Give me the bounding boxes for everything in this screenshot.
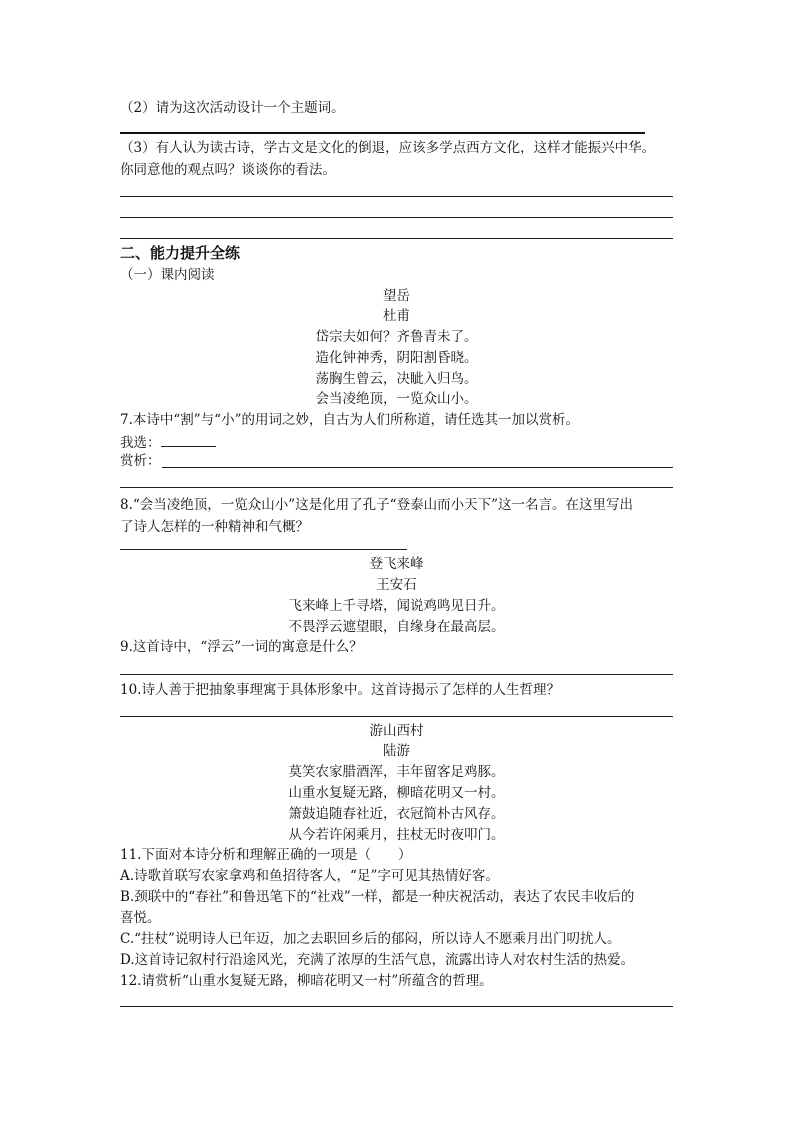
choose-label: 我选： (120, 435, 161, 451)
choose-row (120, 432, 216, 452)
poem-title: 登飞来峰 (369, 556, 424, 572)
question-9: 9.这首诗中，“浮云”一词的寓意是什么？ (120, 639, 363, 655)
poem-line: 山重水复疑无路，柳暗花明又一村。 (288, 785, 505, 801)
poem-line: 从今若许闲乘月，拄杖无时夜叩门。 (288, 827, 505, 843)
poem-author: 杜甫 (383, 308, 410, 324)
question-3-line2: 你同意他的观点吗？谈谈你的看法。 (120, 162, 336, 178)
answer-line (120, 674, 673, 675)
question-8-line2: 了诗人怎样的一种精神和气概？ (120, 519, 309, 535)
section-heading: 二、能力提升全练 (120, 244, 241, 262)
answer-line (120, 549, 407, 550)
poem-line: 造化钟神秀，阴阳割昏晓。 (315, 350, 478, 366)
question-8-line1: 8.“会当凌绝顶，一览众山小”这是化用了孔子“登泰山而小天下”这一名言。在这里写出 (120, 497, 633, 513)
answer-line (120, 1006, 673, 1007)
answer-line (120, 132, 645, 134)
option-d: D.这首诗记叙村行沿途风光，充满了浓厚的生活气息，流露出诗人对农村生活的热爱。 (120, 952, 635, 968)
poem-line: 不畏浮云遮望眼，自缘身在最高层。 (288, 619, 505, 635)
answer-line (120, 487, 673, 488)
poem-line: 飞来峰上千寻塔，闻说鸡鸣见日升。 (288, 598, 505, 614)
choose-blank[interactable] (161, 432, 216, 447)
answer-line (120, 196, 673, 197)
poem-author: 陆游 (383, 743, 410, 759)
option-b-line2: 喜悦。 (120, 910, 161, 926)
poem-line: 会当凌绝顶，一览众山小。 (315, 391, 478, 407)
appreciate-label: 赏析： (120, 453, 161, 469)
poem-title: 望岳 (383, 288, 410, 304)
question-11-stem: 11.下面对本诗分析和理解正确的一项是（ ） (120, 847, 412, 863)
answer-line (120, 217, 673, 218)
poem-title: 游山西村 (369, 723, 424, 739)
poem-line: 荡胸生曾云，决眦入归鸟。 (315, 371, 478, 387)
question-12: 12.请赏析“山重水复疑无路，柳暗花明又一村”所蕴含的哲理。 (120, 973, 493, 989)
option-b-line1: B.颈联中的“春社”和鲁迅笔下的“社戏”一样，都是一种庆祝活动，表达了农民丰收后的 (120, 889, 635, 905)
poem-author: 王安石 (376, 577, 417, 593)
question-2: （2）请为这次活动设计一个主题词。 (120, 100, 345, 116)
question-7: 7.本诗中“割”与“小”的用词之妙，自古为人们所称道，请任选其一加以赏析。 (120, 412, 579, 428)
poem-line: 箫鼓追随春社近，衣冠简朴古风存。 (288, 806, 505, 822)
question-3-line1: （3）有人认为读古诗，学古文是文化的倒退，应该多学点西方文化，这样才能振兴中华。 (120, 140, 656, 156)
poem-line: 莫笑农家腊酒浑，丰年留客足鸡豚。 (288, 764, 505, 780)
section-subheading: （一）课内阅读 (120, 267, 215, 283)
appreciate-answer-line (162, 467, 673, 468)
option-c: C.“拄杖”说明诗人已年迈，加之去职回乡后的郁闷，所以诗人不愿乘月出门叨扰人。 (120, 931, 621, 947)
question-10: 10.诗人善于把抽象事理寓于具体形象中。这首诗揭示了怎样的人生哲理？ (120, 682, 560, 698)
answer-line (120, 716, 673, 717)
answer-line (120, 238, 673, 239)
option-a: A.诗歌首联写农家拿鸡和鱼招待客人，“足”字可见其热情好客。 (120, 868, 499, 884)
poem-line: 岱宗夫如何？齐鲁青未了。 (315, 329, 478, 345)
